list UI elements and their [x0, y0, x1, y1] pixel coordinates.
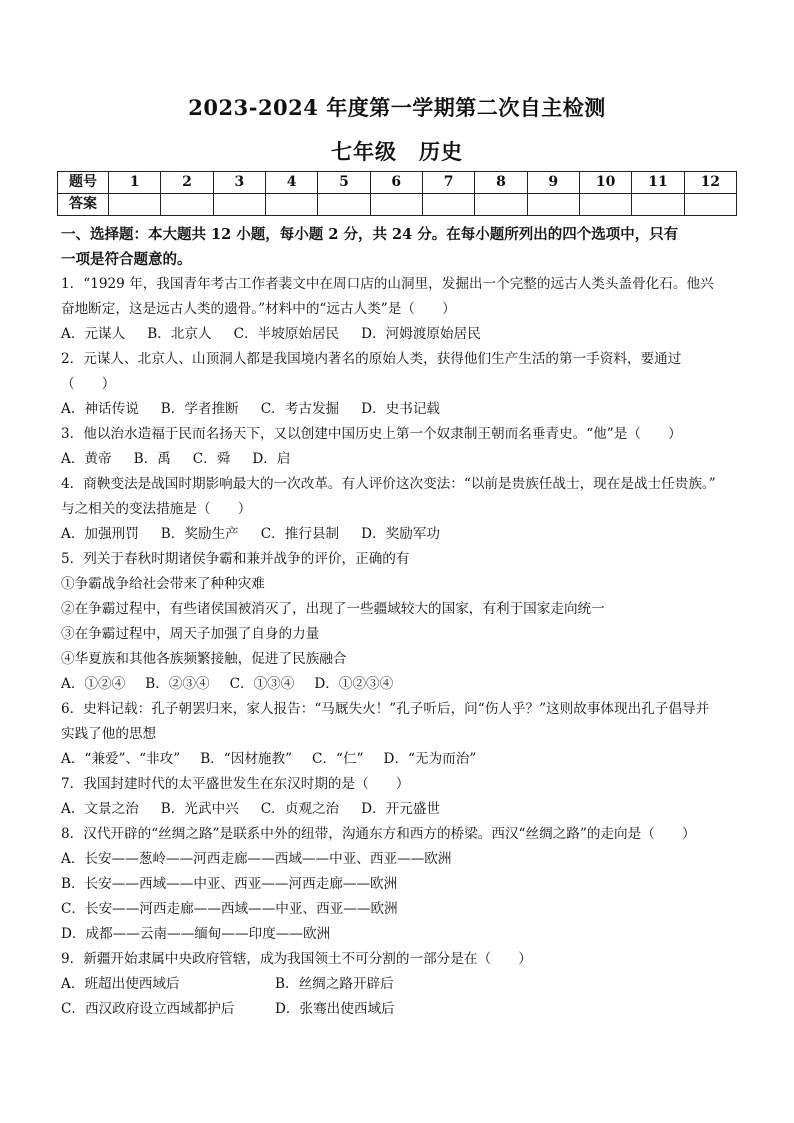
question-number-cell: 4 [265, 172, 317, 194]
option-c: C．贞观之治 [260, 801, 340, 817]
answer-cell[interactable] [579, 194, 631, 216]
answer-cell[interactable] [213, 194, 265, 216]
answer-table [57, 171, 737, 216]
option-c: C．推行县制 [260, 526, 340, 542]
question-6-options [61, 747, 751, 772]
question-number-cell: 11 [632, 172, 684, 194]
option-c: C．西汉政府设立西域都护后 [61, 1001, 235, 1017]
question-6-stem: 实践了他的思想 [61, 726, 157, 742]
question-number-cell: 6 [370, 172, 422, 194]
answer-table-answer-row [58, 194, 737, 216]
option-b: B．禹 [133, 451, 171, 467]
option-a: A．文景之治 [61, 801, 139, 817]
question-number-cell: 8 [475, 172, 527, 194]
answer-table-number-row [58, 172, 737, 194]
answer-cell[interactable] [527, 194, 579, 216]
number-row-header: 题号 [58, 172, 109, 194]
question-5-options [61, 672, 751, 697]
question-2-stem: 2．元谋人、北京人、山顶洞人都是我国境内著名的原始人类，获得他们生产生活的第一手资料，要通过 [61, 351, 682, 367]
question-number-cell: 9 [527, 172, 579, 194]
option-c: C．半坡原始居民 [233, 326, 340, 342]
answer-cell[interactable] [422, 194, 474, 216]
option-d: D．史书记载 [361, 401, 441, 417]
option-d: D．开元盛世 [361, 801, 441, 817]
option-d: D．奖励军功 [361, 526, 441, 542]
option-d: D．启 [252, 451, 291, 467]
answer-cell[interactable] [318, 194, 370, 216]
answer-cell[interactable] [370, 194, 422, 216]
question-number-cell: 3 [213, 172, 265, 194]
question-4-options [61, 522, 751, 547]
question-5-statement: ②在争霸过程中，有些诸侯国被消灭了，出现了一些疆域较大的国家，有利于国家走向统一 [61, 601, 605, 617]
question-number-cell: 1 [109, 172, 161, 194]
subject-label: 历史 [419, 139, 463, 164]
option-d: D．“无为而治” [383, 751, 477, 767]
option-b: B．学者推断 [160, 401, 239, 417]
answer-cell[interactable] [109, 194, 161, 216]
question-5-statement: ③在争霸过程中，周天子加强了自身的力量 [61, 626, 320, 642]
question-8-stem: 8．汉代开辟的“丝绸之路”是联系中外的纽带，沟通东方和西方的桥梁。西汉“丝绸之路”的走向是（ ） [61, 826, 696, 842]
question-2-options [61, 397, 751, 422]
question-number-cell: 5 [318, 172, 370, 194]
option-d: D．①②③④ [314, 676, 394, 692]
question-5-statement: ④华夏族和其他各族频繁接触，促进了民族融合 [61, 651, 347, 667]
question-1-options [61, 322, 751, 347]
answer-cell[interactable] [161, 194, 213, 216]
question-7-stem: 7．我国封建时代的太平盛世发生在东汉时期的是（ ） [61, 776, 410, 792]
option-b: B．长安——西域——中亚、西亚——河西走廊——欧洲 [61, 876, 398, 892]
option-a: A．黄帝 [61, 451, 112, 467]
question-7-options [61, 797, 751, 822]
answer-cell[interactable] [684, 194, 736, 216]
option-c: C．长安——河西走廊——西域——中亚、西亚——欧洲 [61, 901, 398, 917]
question-5-stem: 5．列关于春秋时期诸侯争霸和兼并战争的评价，正确的有 [61, 551, 410, 567]
question-4-stem: 与之相关的变法措施是（ ） [61, 501, 252, 517]
question-9-options-row2 [61, 997, 751, 1022]
question-number-cell: 12 [684, 172, 736, 194]
question-1-stem: 1．“1929 年，我国青年考古工作者裴文中在周口店的山洞里，发掘出一个完整的远古人类头盖骨化石。他兴 [61, 276, 714, 292]
option-d: D．张骞出使西域后 [275, 1001, 395, 1017]
section-heading: 一、选择题：本大题共 12 小题，每小题 2 分，共 24 分。在每小题所列出的四个选项中，只有 [61, 226, 679, 243]
question-9-stem: 9．新疆开始隶属中央政府管辖，成为我国领土不可分割的一部分是在（ ） [61, 951, 532, 967]
question-1-stem: 奋地断定，这是远古人类的遗骨。”材料中的“远古人类”是（ ） [61, 301, 456, 317]
option-b: B．②③④ [145, 676, 210, 692]
question-4-stem: 4．商鞅变法是战国时期影响最大的一次改革。有人评价这次变法：“以前是贵族任战士，现在是战士任贵族。” [61, 476, 716, 492]
question-5-statement: ①争霸战争给社会带来了种种灾难 [61, 576, 265, 592]
option-b: B．北京人 [147, 326, 212, 342]
option-d: D．成都——云南——缅甸——印度——欧洲 [61, 926, 331, 942]
answer-cell[interactable] [632, 194, 684, 216]
section-heading: 一项是符合题意的。 [61, 251, 192, 268]
option-d: D．河姆渡原始居民 [361, 326, 481, 342]
question-3-options [61, 447, 751, 472]
option-c: C．考古发掘 [260, 401, 340, 417]
exam-subtitle [0, 136, 794, 166]
question-number-cell: 7 [422, 172, 474, 194]
option-a: A．加强刑罚 [61, 526, 139, 542]
option-c: C．①③④ [229, 676, 295, 692]
exam-title: 2023-2024 年度第一学期第二次自主检测 [188, 95, 606, 120]
option-b: B．奖励生产 [160, 526, 239, 542]
exam-content [61, 222, 751, 1022]
question-2-stem: （ ） [61, 376, 116, 392]
option-a: A．长安——葱岭——河西走廊——西域——中亚、西亚——欧洲 [61, 851, 452, 867]
option-b: B．光武中兴 [160, 801, 239, 817]
option-a: A．①②④ [61, 676, 126, 692]
question-number-cell: 2 [161, 172, 213, 194]
grade-label: 七年级 [331, 139, 397, 164]
question-3-stem: 3．他以治水造福于民而名扬天下，又以创建中国历史上第一个奴隶制王朝而名垂青史。“他”是（ ） [61, 426, 682, 442]
question-number-cell: 10 [579, 172, 631, 194]
option-a: A．班超出使西域后 [61, 976, 180, 992]
question-6-stem: 6．史料记载：孔子朝罢归来，家人报告：“马厩失火！”孔子听后，问“伤人乎？”这则故事体现出孔子倡导并 [61, 701, 710, 717]
option-a: A．神话传说 [61, 401, 139, 417]
answer-cell[interactable] [475, 194, 527, 216]
option-a: A．元谋人 [61, 326, 126, 342]
option-a: A．“兼爱”、“非攻” [61, 751, 181, 767]
answer-cell[interactable] [265, 194, 317, 216]
option-c: C．“仁” [312, 751, 364, 767]
answer-row-header: 答案 [58, 194, 109, 216]
question-9-options-row1 [61, 972, 751, 997]
option-b: B．“因材施教” [200, 751, 293, 767]
option-b: B．丝绸之路开辟后 [275, 976, 394, 992]
option-c: C．舜 [192, 451, 231, 467]
